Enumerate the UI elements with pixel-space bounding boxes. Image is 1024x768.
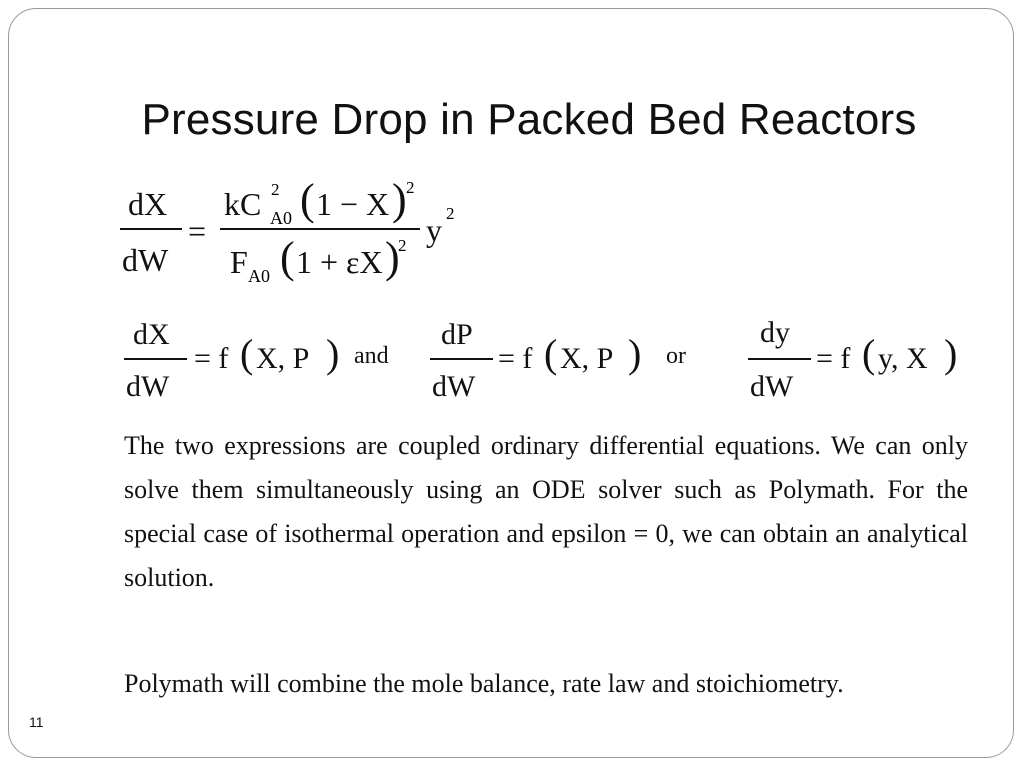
eq1-denominator: dW — [126, 370, 170, 403]
eq3-args: y, X — [878, 342, 928, 375]
main-den-paren-open: ( — [280, 233, 295, 282]
main-num-paren-open: ( — [300, 175, 315, 224]
main-lhs-denominator: dW — [122, 242, 169, 278]
main-lhs-numerator: dX — [128, 186, 168, 222]
paragraph-polymath: Polymath will combine the mole balance, rate law and stoichiometry. — [124, 669, 844, 698]
main-rhs-fraction-bar — [220, 228, 420, 230]
main-equals: = — [188, 213, 207, 249]
eq3-paren-close: ) — [944, 331, 958, 376]
eq2-numerator: dP — [441, 318, 473, 351]
connector-or: or — [666, 343, 686, 369]
main-den-paren-content: 1 + εX — [296, 244, 383, 280]
main-num-c-sub: A0 — [270, 208, 292, 228]
eq3-denominator: dW — [750, 370, 794, 403]
eq2-args: X, P — [560, 342, 614, 375]
main-num-paren-close: ) — [392, 175, 407, 224]
eq2-fraction-bar — [430, 358, 493, 360]
eq1-paren-open: ( — [240, 331, 254, 376]
eq1-paren-close: ) — [326, 331, 340, 376]
eq1-numerator: dX — [133, 318, 170, 351]
main-num-paren-content: 1 − X — [316, 186, 390, 222]
eq2-rhs: = f — [498, 342, 533, 375]
eq3-fraction-bar — [748, 358, 811, 360]
eq3-rhs: = f — [816, 342, 851, 375]
main-lhs-fraction-bar — [120, 228, 182, 230]
main-num-kc: kC — [224, 186, 262, 222]
eq3-paren-open: ( — [862, 331, 876, 376]
eq3-numerator: dy — [760, 316, 790, 349]
main-den-sup: 2 — [398, 236, 407, 255]
main-rhs-y-sup: 2 — [446, 204, 455, 223]
connector-and: and — [354, 343, 389, 369]
main-num-sup: 2 — [406, 178, 415, 197]
eq1-rhs: = f — [194, 342, 229, 375]
eq2-denominator: dW — [432, 370, 476, 403]
eq2-paren-close: ) — [628, 331, 642, 376]
main-rhs-y: y — [426, 212, 442, 248]
main-den-f: F — [230, 244, 248, 280]
paragraph-coupled-odes: The two expressions are coupled ordinary differential equations. We can only solve them simultaneously using an ODE solver such as Polymath. For the special case of isothermal operation and epsilon = 0, we can obtain an analytical solution. — [124, 431, 968, 592]
main-den-f-sub: A0 — [248, 266, 270, 286]
eq2-paren-open: ( — [544, 331, 558, 376]
slide-title: Pressure Drop in Packed Bed Reactors — [141, 95, 917, 144]
eq1-args: X, P — [256, 342, 310, 375]
main-den-paren-close: ) — [385, 233, 400, 282]
main-num-c-sup: 2 — [271, 180, 280, 199]
eq1-fraction-bar — [124, 358, 187, 360]
slide-number: 11 — [29, 714, 44, 730]
